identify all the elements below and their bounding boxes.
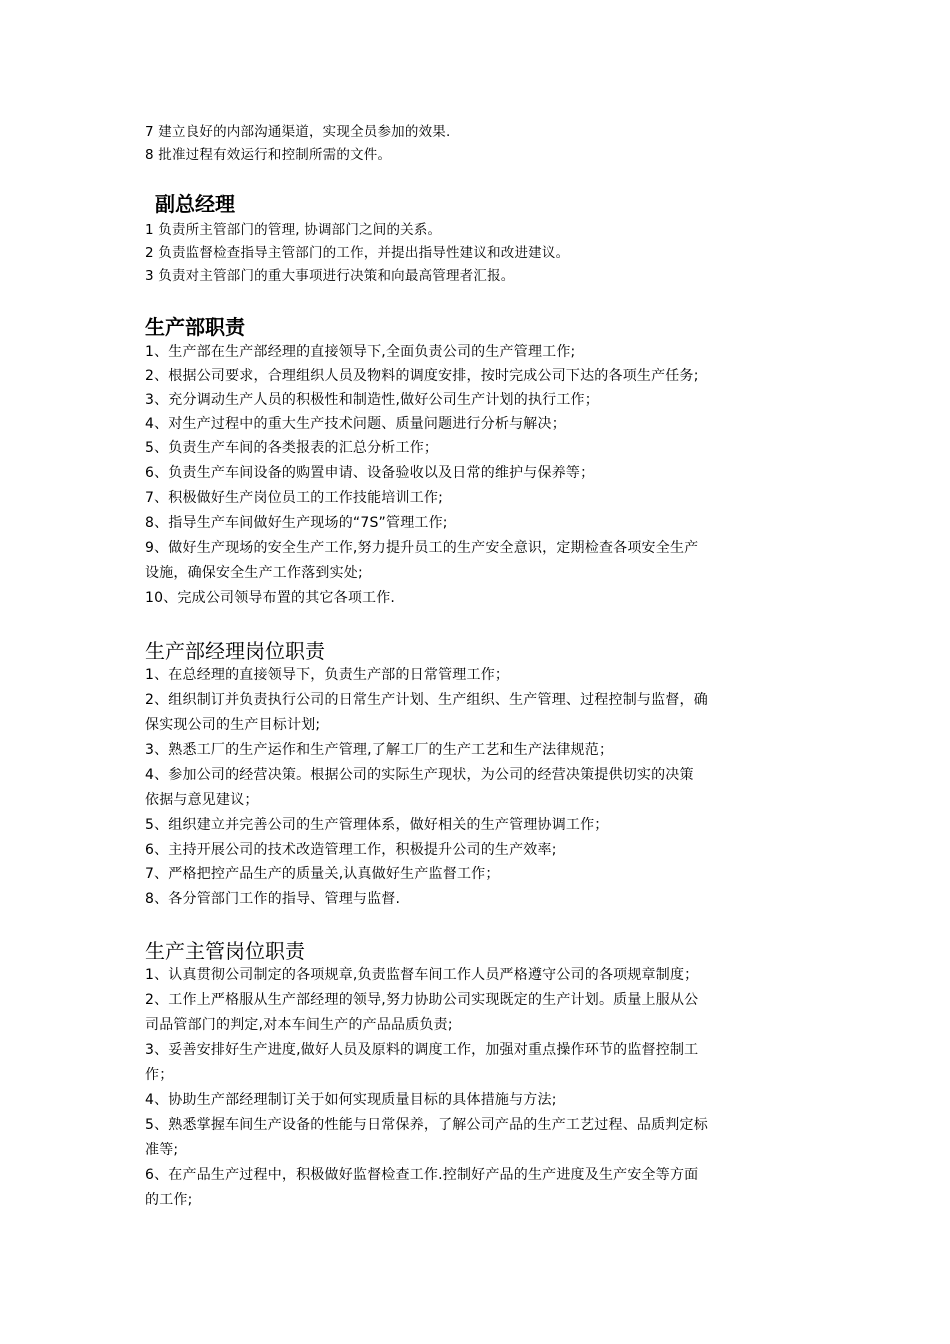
- production-supervisor-line: 的工作;: [145, 1192, 193, 1208]
- production-manager-line: 5、组织建立并完善公司的生产管理体系，做好相关的生产管理协调工作；: [145, 817, 609, 833]
- production-dept-line: 1、生产部在生产部经理的直接领导下,全面负责公司的生产管理工作;: [145, 344, 576, 360]
- deputy-gm-heading: 副总经理: [155, 192, 235, 216]
- deputy-gm-line: 1 负责所主管部门的管理, 协调部门之间的关系。: [145, 222, 442, 238]
- deputy-gm-line: 2 负责监督检查指导主管部门的工作，并提出指导性建议和改进建议。: [145, 245, 570, 261]
- production-supervisor-line: 3、妥善安排好生产进度,做好人员及原料的调度工作，加强对重点操作环节的监督控制工: [145, 1042, 699, 1058]
- production-dept-line: 3、充分调动生产人员的积极性和制造性,做好公司生产计划的执行工作；: [145, 392, 599, 408]
- production-manager-line: 依据与意见建议；: [145, 792, 259, 808]
- production-manager-line: 1、在总经理的直接领导下，负责生产部的日常管理工作；: [145, 667, 510, 683]
- production-manager-line: 6、主持开展公司的技术改造管理工作，积极提升公司的生产效率;: [145, 842, 557, 858]
- production-manager-line: 2、组织制订并负责执行公司的日常生产计划、生产组织、生产管理、过程控制与监督，确: [145, 692, 708, 708]
- production-manager-line: 3、熟悉工厂的生产运作和生产管理,了解工厂的生产工艺和生产法律规范；: [145, 742, 614, 758]
- production-supervisor-line: 5、熟悉掌握车间生产设备的性能与日常保养，了解公司产品的生产工艺过程、品质判定标: [145, 1117, 708, 1133]
- production-supervisor-line: 6、在产品生产过程中，积极做好监督检查工作.控制好产品的生产进度及生产安全等方面: [145, 1167, 699, 1183]
- production-supervisor-line: 4、协助生产部经理制订关于如何实现质量目标的具体措施与方法;: [145, 1092, 557, 1108]
- intro-line-7: 7 建立良好的内部沟通渠道，实现全员参加的效果.: [145, 124, 451, 140]
- production-manager-line: 8、各分管部门工作的指导、管理与监督.: [145, 891, 401, 907]
- production-dept-line: 5、负责生产车间的各类报表的汇总分析工作；: [145, 440, 439, 456]
- intro-line-8: 8 批准过程有效运行和控制所需的文件。: [145, 147, 392, 163]
- production-manager-line: 保实现公司的生产目标计划;: [145, 717, 321, 733]
- production-supervisor-line: 司品管部门的判定,对本车间生产的产品品质负责;: [145, 1017, 453, 1033]
- production-dept-heading: 生产部职责: [145, 315, 245, 339]
- production-manager-line: 4、参加公司的经营决策。根据公司的实际生产现状，为公司的经营决策提供切实的决策: [145, 767, 694, 783]
- production-supervisor-heading: 生产主管岗位职责: [145, 939, 305, 963]
- production-dept-line: 9、做好生产现场的安全生产工作,努力提升员工的生产安全意识，定期检查各项安全生产: [145, 540, 699, 556]
- production-dept-line: 4、对生产过程中的重大生产技术问题、质量问题进行分析与解决；: [145, 416, 566, 432]
- production-manager-heading: 生产部经理岗位职责: [145, 639, 325, 663]
- production-supervisor-line: 准等;: [145, 1142, 179, 1158]
- production-supervisor-line: 1、认真贯彻公司制定的各项规章,负责监督车间工作人员严格遵守公司的各项规章制度；: [145, 967, 699, 983]
- production-dept-line: 8、指导生产车间做好生产现场的“7S”管理工作;: [145, 515, 448, 531]
- production-dept-line: 2、根据公司要求，合理组织人员及物料的调度安排，按时完成公司下达的各项生产任务;: [145, 368, 699, 384]
- production-dept-line: 7、积极做好生产岗位员工的工作技能培训工作;: [145, 490, 444, 506]
- production-supervisor-line: 2、工作上严格服从生产部经理的领导,努力协助公司实现既定的生产计划。质量上服从公: [145, 992, 699, 1008]
- production-dept-line: 10、完成公司领导布置的其它各项工作.: [145, 590, 396, 606]
- production-dept-line: 设施，确保安全生产工作落到实处;: [145, 565, 363, 581]
- deputy-gm-line: 3 负责对主管部门的重大事项进行决策和向最高管理者汇报。: [145, 268, 515, 284]
- production-manager-line: 7、严格把控产品生产的质量关,认真做好生产监督工作；: [145, 866, 500, 882]
- production-dept-line: 6、负责生产车间设备的购置申请、设备验收以及日常的维护与保养等；: [145, 465, 595, 481]
- production-supervisor-line: 作；: [145, 1067, 174, 1083]
